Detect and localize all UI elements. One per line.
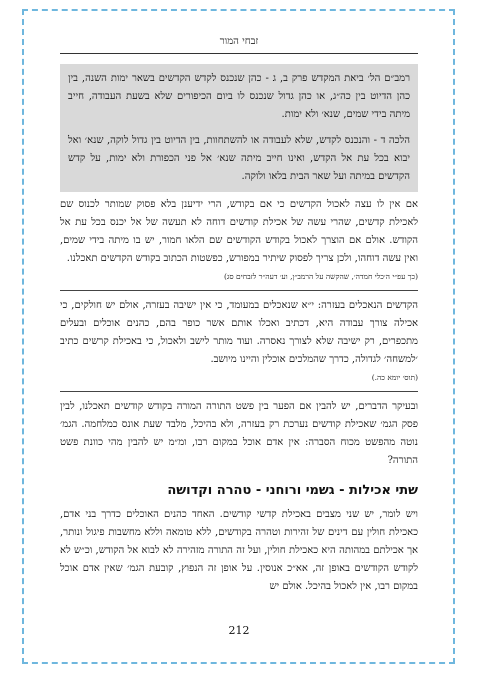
page-number: 212 [228,624,250,637]
section-paragraph: ויש לומר, יש שני מצבים באכילת קדשי קודשים. האחד כהנים האוכלים כדרך בני אדם, כאכילת חולין עם דינים של זהירות וטהרה בקודשים, ללא טומאה וללא מחשבות פיגול ונותר, אך אכילתם במהותה היא כאכילת חולין, ועל זה התורה מזהירה לא לבוא אל הקודש, וכ״ש לא לקודש הקודשים באופן זה, אא״כ אנוסין. על אופן זה הנפוץ, קובעת הגמ׳ שאין אדם אוכל במקום רבו, אין לאכול בהיכל. אולם יש [60,509,418,592]
running-header: זבחי המור [219,36,259,47]
source-citation: (כך עפ״י ה׳כלי חמדה׳, שהקשה על הרמב״ן, וע׳ דעה״ר לזבחים סג) [224,272,418,281]
body-paragraph: הקדשים הנאכלים בעזרה: י״א שנאכלים במעומד, כי אין ישיבה בעזרה, אולם יש חולקים, כי אכילה צורך עבודה היא, דכתיב ואכלו אותם אשר כופר בהם, כהנים אוכלים ובעלים מתכפרים, רק ישיבה שלא לצורך נאסרה. ועוד מותר לישב ולאכול, כי באכילת קרשים כתיב ׳למשחה׳ לגדולה, כדרך שהמלכים אוכלין והיינו מיושב. [60,300,418,365]
page-content [60,64,418,596]
header-rule [60,53,418,54]
rambam-quote-block [60,64,418,192]
body-text [60,196,418,470]
source-citation: (תוס׳ יומא כה.) [371,373,418,382]
body-paragraph: ובעיקר הדברים, יש להבין אם הפער בין פשט התורה המורה בקודש קודשים תאכלנו, לבין פסק הגמ׳ שאכילת קודשים נערכת רק בעזרה, ולא בהיכל, מלבד שעת אונס כמלחמה. הגמ׳ נוטה מהפשט מכוח הסברה: אין אדם אוכל במקום רבו, ומ״מ יש להבין מהי כוונת פשט התורה? [60,401,418,466]
quote-paragraph: הלכה ד - והנכנס לקדש, שלא לעבודה או להשתחוות, בין הדיוט בין גדול לוקה, שנא׳ ואל יבוא בכל עת אל הקדש, ואינו חייב מיתה שנא׳ אל פני הכפורת ולא ימות, על קדש הקדשים במיתה ועל שאר הבית בלאו ולוקה. [68,135,410,182]
section-divider [60,391,418,392]
section-heading: שתי אכילות - גשמי ורוחני - טהרה וקדושה [167,483,418,498]
quote-paragraph: רמב״ם הל׳ ביאת המקדש פרק ב, ג - כהן שנכנס לקדש הקדשים בשאר ימות השנה, בין כהן הדיוט בין כה״ג, או כהן גדול שנכנס לו ביום הכיפורים שלא בשעת העבודה, חייב מיתה בידי שמים, שנא׳ ולא ימות. [68,73,410,120]
body-paragraph: אם אין לו עצה לאכול הקדשים כי אם בקודש, הרי ידיענן בלא פסוק שמותר לכנוס שם לאכילת קדשים, שהרי עשה של אכילת קודשים דוחה לא תעשה של אל יכנס בכל עת אל הקודש. אולם אם הוצרך לאכול בקודש הקודשים שם הלאו חמור, יש בו מיתה בידי שמים, ואין עשה דוחהו, ולכן צריך לפסוק שיתיר במפורש, כפשטות הכתוב בקודש הקדשים תאכלנו. [60,199,418,264]
section-divider [60,290,418,291]
